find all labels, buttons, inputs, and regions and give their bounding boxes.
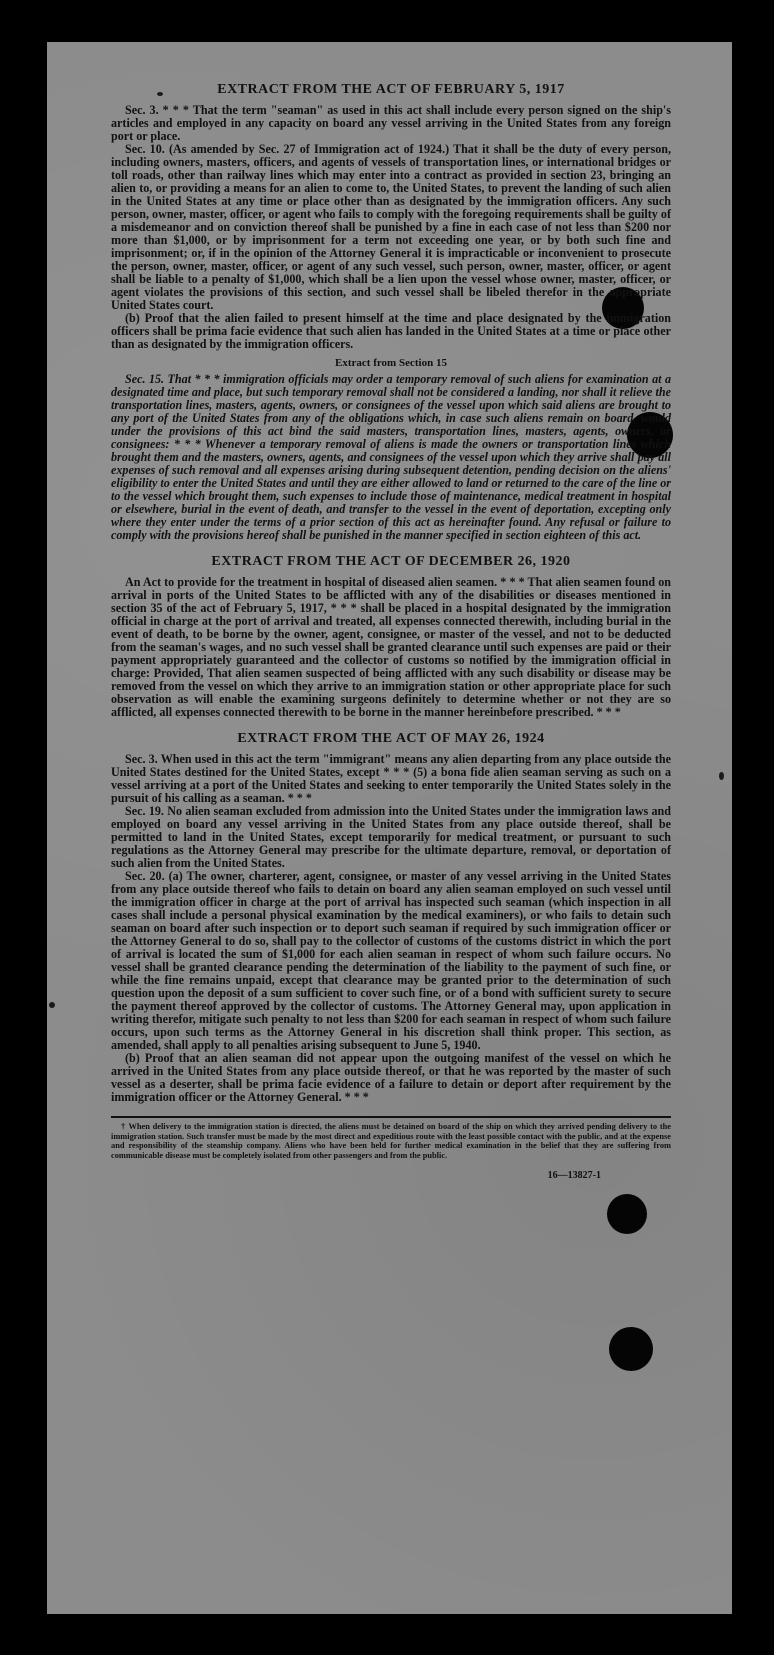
paragraph: An Act to provide for the treatment in hospital of diseased alien seamen. * * * That alien seamen found on arrival in ports of the United States to be afflicted with any of the disabilities or diseases mentioned in section 35 of the act of February 5, 1917, * * * shall be placed in a hospital designated by the immigration official in charge at the port of arrival and treated, all expenses connected therewith, including burial in the event of death, to be borne by the owner, agent, consignee, or master of the vessel, and not to be deducted from the seaman's wages, and no such vessel shall be granted clearance until such expenses are paid or their payment appropriately guaranteed and the collector of customs so notified by the immigration official in charge: Provided, That alien seamen suspected of being afflicted with any such disability or disease may be removed from the vessel on which they arrive to an immigration station or other appropriate place for such observation as will enable the examining surgeons definitely to determine whether or not they are so afflicted, all expenses connected therewith to be borne in the manner hereinbefore prescribed. * * * [111,575,671,719]
section-extract-15 [111,357,671,542]
section-act-1917 [111,82,671,351]
section-heading: EXTRACT FROM THE ACT OF DECEMBER 26, 1920 [211,554,571,569]
paragraph: Sec. 19. No alien seaman excluded from admission into the United States under the immigration laws and employed on board any vessel arriving in the United States from any place outside thereof, shall be permitted to land in the United States, except temporarily for medical treatment, or pursuant to such regulations as the Attorney General may prescribe for the ultimate departure, removal, or deportation of such alien from the United States. [111,804,671,870]
document-body [111,82,671,1181]
footnote: † When delivery to the immigration station is directed, the aliens must be detained on board of the ship on which they arrived pending delivery to the immigration station. Such transfer must be made by the most direct and expeditious route with the least possible contact with the public, and at the expense and responsibility of the steamship company. Aliens who have been held for further medical examination in the belief that they are suffering from communicable disease must be completely isolated from other passengers and from the public. [111,1122,671,1160]
section-heading: EXTRACT FROM THE ACT OF FEBRUARY 5, 1917 [217,82,565,97]
paragraph: Sec. 10. (As amended by Sec. 27 of Immigration act of 1924.) That it shall be the duty of every person, including owners, masters, officers, and agents of vessels of transportation lines, or international bridges or toll roads, other than railway lines which may enter into a contract as provided in section 23, bringing an alien to, or providing a means for an alien to come to, the United States, to prevent the landing of such alien in the United States at any time or place other than as designated by the immigration officers. Any such person, owner, master, officer, or agent who fails to comply with the foregoing requirements shall be guilty of a misdemeanor and on conviction thereof shall be punished by a fine in each case of not less than $200 nor more than $1,000, or by imprisonment for a term not exceeding one year, or by both such fine and imprisonment; or, if in the opinion of the Attorney General it is impracticable or inconvenient to prosecute the person, owner, master, officer, or agent of any such vessel, such person, owner, master, officer, or agent shall be liable to a penalty of $1,000, which shall be a lien upon the vessel whose owner, master, officer, or agent violates the provisions of this section, and such vessel shall be libeled therefor in the appropriate United States court. [111,142,671,312]
section-act-1924 [111,731,671,1104]
form-number: 16—13827-1 [547,1170,601,1181]
paragraph: (b) Proof that an alien seaman did not appear upon the outgoing manifest of the vessel on which he arrived in the United States from any place outside thereof, or that he was reported by the master of such vessel as a deserter, shall be prima facie evidence of a failure to detain or deport after requirement by the immigration officer or the Attorney General. * * * [111,1051,671,1104]
footnote-divider [111,1116,671,1118]
margin-speck [719,772,724,780]
paragraph: Sec. 3. * * * That the term "seaman" as used in this act shall include every person signed on the ship's articles and employed in any capacity on board any vessel arriving in the United States from any foreign port or place. [111,103,671,143]
margin-speck [49,1002,55,1008]
paragraph: Sec. 20. (a) The owner, charterer, agent, consignee, or master of any vessel arriving in the United States from any place outside thereof who fails to detain on board any alien seaman employed on such vessel until the immigration officer in charge at the port of arrival has inspected such seaman (which inspection in all cases shall include a personal physical examination by the medical examiners), or who fails to detain such seaman on board after such inspection or to deport such seaman if required by such immigration officer or the Attorney General to do so, shall pay to the collector of customs of the customs district in which the port of arrival is located the sum of $1,000 for each alien seaman in respect of whom such failure occurs. No vessel shall be granted clearance pending the determination of the liability to the payment of such fine, or while the fine remains unpaid, except that clearance may be granted prior to the determination of such question upon the deposit of a sum sufficient to cover such fine, or of a bond with sufficient surety to secure the payment thereof approved by the collector of customs. The Attorney General may, upon application in writing therefor, mitigate such penalty to not less than $200 for each seaman in respect of whom such failure occurs, upon such terms as the Attorney General in his discretion shall think proper. This section, as amended, shall apply to all penalties arising subsequent to June 5, 1940. [111,869,671,1052]
section-act-1920 [111,554,671,719]
document-page [47,42,732,1614]
section-heading: EXTRACT FROM THE ACT OF MAY 26, 1924 [237,731,545,746]
punch-hole-4 [609,1327,653,1371]
paragraph: (b) Proof that the alien failed to present himself at the time and place designated by the immigration officers shall be prima facie evidence that such alien has landed in the United States at a time or place other than as designated by the immigration officers. [111,311,671,351]
paragraph: Sec. 3. When used in this act the term "immigrant" means any alien departing from any place outside the United States destined for the United States, except * * * (5) a bona fide alien seaman serving as such on a vessel arriving at a port of the United States and seeking to enter temporarily the United States solely in the pursuit of his calling as a seaman. * * * [111,752,671,805]
punch-hole-3 [607,1194,647,1234]
section-subheading: Extract from Section 15 [335,357,447,369]
paragraph: Sec. 15. That * * * immigration officials may order a temporary removal of such aliens for examination at a designated time and place, but such temporary removal shall not be considered a landing, nor shall it relieve the transportation lines, masters, agents, owners, or consignees of the vessel upon which said aliens are brought to any port of the United States from any of the obligations which, in case such aliens remain on board, would under the provisions of this act bind the said masters, transportation lines, masters, agents, owners, or consignees: * * * Whenever a temporary removal of aliens is made the owners or transportation lines which brought them and the masters, owners, agents, and consignees of the vessel upon which they arrive shall pay all expenses of such removal and all expenses arising during subsequent detention, pending decision on the aliens' eligibility to enter the United States and until they are either allowed to land or returned to the care of the line or to the vessel which brought them, such expenses to include those of maintenance, medical treatment in hospital or elsewhere, burial in the event of death, and transfer to the vessel in the event of deportation, excepting only where they enter under the terms of a prior section of this act as hereinafter found. Any refusal or failure to comply with the provisions hereof shall be punished in the manner specified in section eighteen of this act. [111,372,671,542]
